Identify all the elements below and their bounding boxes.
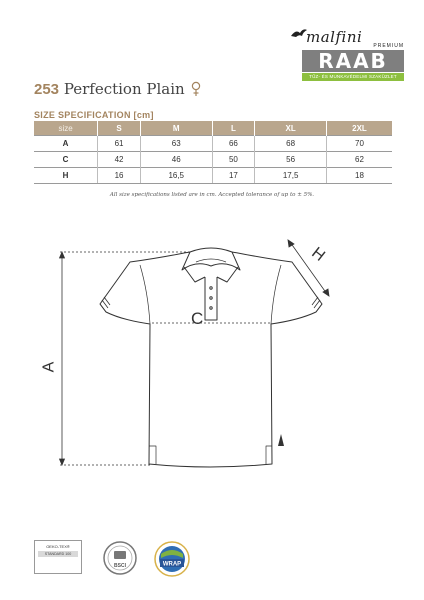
table-row xyxy=(34,152,392,168)
raab-tagline: TŰZ- ÉS MUNKAVÉDELMI SZAKÜZLET xyxy=(302,73,404,81)
table-cell: 16 xyxy=(98,168,141,184)
table-cell: 17,5 xyxy=(255,168,327,184)
table-cell: 42 xyxy=(98,152,141,168)
oeko-line1: OEKO-TEX® xyxy=(46,544,70,549)
table-cell: 63 xyxy=(140,136,212,152)
product-title xyxy=(34,80,201,98)
label-c: C xyxy=(191,309,204,328)
female-symbol-icon xyxy=(191,81,201,97)
header-cell: size xyxy=(34,121,98,136)
header-cell: L xyxy=(212,121,255,136)
table-cell: 18 xyxy=(326,168,392,184)
brand-logo xyxy=(300,28,410,84)
placket xyxy=(205,277,217,320)
table-cell: 17 xyxy=(212,168,255,184)
size-table xyxy=(34,121,392,184)
bsci-text: BSCI xyxy=(114,563,126,569)
table-cell: 56 xyxy=(255,152,327,168)
malfini-script-logo: malfini xyxy=(306,28,363,46)
premium-label: PREMIUM xyxy=(373,43,404,49)
oeko-tex-logo xyxy=(34,540,82,574)
label-a: A xyxy=(40,361,58,373)
table-cell: 61 xyxy=(98,136,141,152)
wrap-text: WRAP xyxy=(162,561,182,568)
table-cell: 16,5 xyxy=(140,168,212,184)
left-sleeve-cuff xyxy=(100,297,110,312)
header-cell: 2XL xyxy=(326,121,392,136)
header-cell: M xyxy=(140,121,212,136)
product-number: 253 xyxy=(34,81,60,98)
table-cell: 46 xyxy=(140,152,212,168)
table-row xyxy=(34,136,392,152)
table-cell: H xyxy=(34,168,98,184)
wrap-logo xyxy=(153,540,191,578)
right-sleeve-cuff xyxy=(312,297,322,312)
oeko-line2: STANDARD 100 xyxy=(38,551,78,557)
size-spec-title: SIZE SPECIFICATION [cm] xyxy=(34,110,154,120)
bsci-logo xyxy=(102,540,138,576)
table-row xyxy=(34,168,392,184)
header-cell: S xyxy=(98,121,141,136)
table-cell: C xyxy=(34,152,98,168)
polo-shirt-diagram xyxy=(0,232,424,482)
raab-logo-text: RAAB xyxy=(302,50,404,72)
table-cell: A xyxy=(34,136,98,152)
label-h: H xyxy=(308,244,328,265)
tolerance-note: All size specifications listed are in cm. Accepted tolerance of up to ± 5%. xyxy=(109,192,315,198)
header-cell: XL xyxy=(255,121,327,136)
shirt-outline xyxy=(100,252,322,467)
table-cell: 66 xyxy=(212,136,255,152)
size-table-header xyxy=(34,121,392,136)
table-cell: 70 xyxy=(326,136,392,152)
table-cell: 62 xyxy=(326,152,392,168)
table-cell: 68 xyxy=(255,136,327,152)
table-cell: 50 xyxy=(212,152,255,168)
product-name: Perfection Plain xyxy=(63,80,185,98)
